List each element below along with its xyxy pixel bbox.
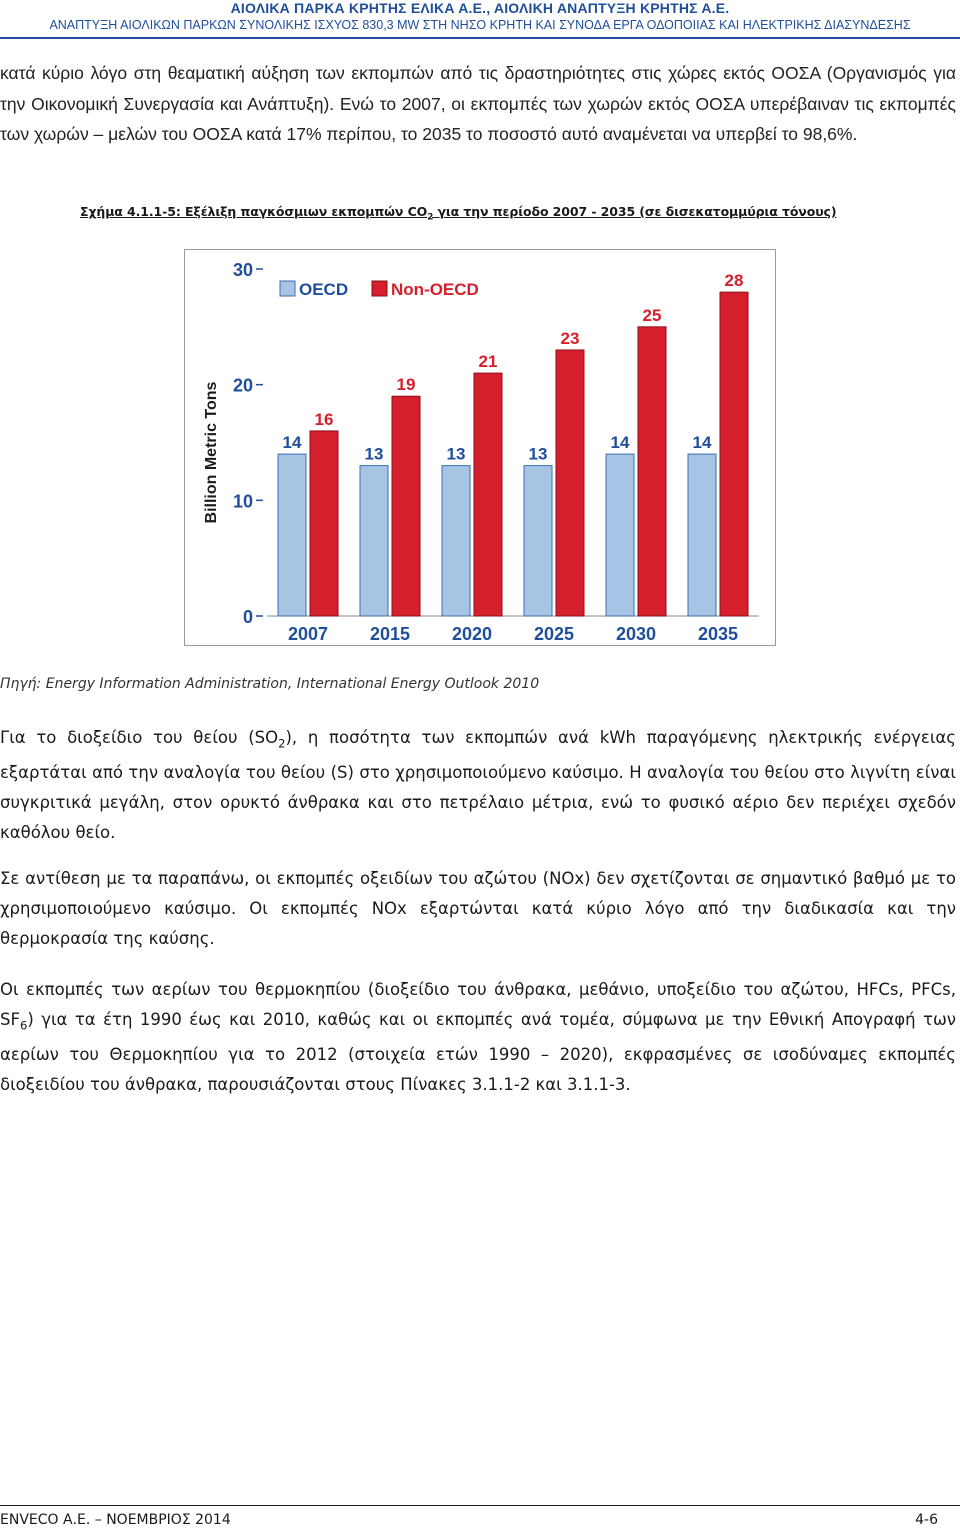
non-oecd-bar — [638, 327, 666, 616]
x-tick-label: 2015 — [369, 624, 411, 644]
non-oecd-bar — [392, 396, 420, 616]
document-header-title: ΑΙΟΛΙΚΑ ΠΑΡΚΑ ΚΡΗΤΗΣ ΕΛΙΚΑ Α.Ε., ΑΙΟΛΙΚΗ ΑΝΑΠΤΥΞΗ ΚΡΗΤΗΣ Α.Ε. — [230, 0, 730, 16]
legend-swatch-oecd — [280, 281, 295, 296]
paragraph-ghg — [0, 975, 956, 1100]
caption-subscript: 2 — [427, 212, 434, 223]
x-tick-label: 2020 — [451, 624, 493, 644]
oecd-bar — [442, 466, 470, 616]
oecd-value-label: 13 — [364, 444, 384, 464]
non-oecd-value-label: 19 — [396, 375, 416, 395]
intro-paragraph: κατά κύριο λόγο στη θεαματική αύξηση των εκπομπών από τις δραστηριότητες στις χώρες εκτός ΟΟΣΑ (Οργανισμός για την Οικονομική Συνεργασία και Ανάπτυξη). Ενώ το 2007, οι εκπομπές των χωρών εκτός ΟΟΣΑ υπερέβαιναν τις εκπομπές των χωρών – μελών του ΟΟΣΑ κατά 17% περίπου, το 2035 το ποσοστό αυτό αναμένεται να υπερβεί το 98,6%. — [0, 63, 956, 144]
y-tick-label: 0 — [242, 607, 253, 627]
oecd-bar — [524, 466, 552, 616]
x-tick-label: 2025 — [533, 624, 575, 644]
paragraph-so2 — [0, 723, 956, 848]
x-tick-label: 2035 — [697, 624, 739, 644]
oecd-value-label: 13 — [446, 444, 466, 464]
x-tick-label: 2007 — [287, 624, 329, 644]
paragraph-nox: Σε αντίθεση με τα παραπάνω, οι εκπομπές οξειδίων του αζώτου (NOx) δεν σχετίζονται σε σημαντικό βαθμό με το χρησιμοποιούμενο καύσιμο. Οι εκπομπές NOx εξαρτώνται κατά κύριο λόγο από την διαδικασία και την θερμοκρασία της καύσης. — [0, 869, 956, 948]
y-tick-label: 20 — [232, 375, 253, 396]
y-tick-label: 30 — [232, 260, 253, 280]
document-header-subtitle: ΑΝΑΠΤΥΞΗ ΑΙΟΛΙΚΩΝ ΠΑΡΚΩΝ ΣΥΝΟΛΙΚΗΣ ΙΣΧΥΟΣ 830,3 MW ΣΤΗ ΝΗΣΟ ΚΡΗΤΗ ΚΑΙ ΣΥΝΟΔΑ ΕΡΓΑ ΟΔΟΠΟΙΙΑΣ ΚΑΙ ΗΛΕΚΤΡΙΚΗΣ ΔΙΑΣΥΝΔΕΣΗΣ — [49, 18, 911, 32]
non-oecd-value-label: 25 — [642, 305, 662, 325]
non-oecd-value-label: 23 — [560, 328, 580, 348]
so2-subscript: 2 — [278, 736, 286, 751]
footer-company-date: ENVECO Α.Ε. – ΝΟΕΜΒΡΙΟΣ 2014 — [0, 1512, 231, 1528]
legend-label-non-oecd: Non-OECD — [391, 280, 479, 299]
paragraph-so2-rest: ), η ποσότητα των εκπομπών ανά kWh παραγόμενης ηλεκτρικής ενέργειας εξαρτάται από την αναλογία του θείου (S) στο χρησιμοποιούμενο καύσιμο. Η αναλογία του θείου στο λιγνίτη είναι συγκριτικά μεγάλη, στον ορυκτό άνθρακα και στο πετρέλαιο μέτρια, ενώ το φυσικό αέριο δεν περιέχει σχεδόν καθόλου θείο. — [0, 728, 956, 843]
y-tick-label: 10 — [232, 491, 253, 512]
non-oecd-value-label: 28 — [724, 271, 744, 291]
non-oecd-bar — [310, 431, 338, 616]
oecd-bar — [606, 454, 634, 616]
chart-canvas — [185, 250, 774, 644]
non-oecd-value-label: 21 — [478, 352, 498, 372]
header-divider — [0, 37, 960, 39]
paragraph-ghg-start: Οι εκπομπές των αερίων του θερμοκηπίου (διοξείδιο του άνθρακα, μεθάνιο, υποξείδιο του αζώτου, HFCs, PFCs, SF — [0, 980, 956, 1029]
emissions-chart — [184, 249, 776, 646]
non-oecd-bar — [720, 292, 748, 616]
oecd-value-label: 13 — [528, 444, 548, 464]
oecd-value-label: 14 — [282, 433, 302, 453]
caption-suffix: για την περίοδο 2007 - 2035 (σε δισεκατομμύρια τόνους) — [433, 204, 837, 219]
x-tick-label: 2030 — [615, 624, 657, 644]
non-oecd-value-label: 16 — [314, 409, 334, 429]
sf6-subscript: 6 — [19, 1018, 28, 1033]
footer-page-number: 4-6 — [915, 1512, 938, 1528]
oecd-value-label: 14 — [610, 433, 630, 453]
figure-caption — [80, 204, 900, 223]
footer-divider — [0, 1505, 960, 1506]
legend-swatch-non-oecd — [372, 281, 387, 296]
caption-prefix: Σχήμα 4.1.1-5: Εξέλιξη παγκόσμιων εκπομπών CO — [80, 204, 428, 219]
paragraph-ghg-rest: ) για τα έτη 1990 έως και 2010, καθώς και οι εκπομπές ανά τομέα, σύμφωνα με την Εθνική Απογραφή των αερίων του Θερμοκηπίου για το 2012 (στοιχεία ετών 1990 – 2020), εκφρασμένες σε ισοδύναμες εκπομπές διοξειδίου του άνθρακα, παρουσιάζονται στους Πίνακες 3.1.1-2 και 3.1.1-3. — [0, 1010, 956, 1095]
oecd-bar — [688, 454, 716, 616]
non-oecd-bar — [556, 350, 584, 616]
oecd-bar — [278, 454, 306, 616]
oecd-bar — [360, 466, 388, 616]
y-axis-label: Billion Metric Tons — [203, 381, 220, 524]
non-oecd-bar — [474, 373, 502, 616]
oecd-value-label: 14 — [692, 433, 712, 453]
paragraph-so2-start: Για το διοξείδιο του θείου (SO — [0, 728, 279, 747]
legend-label-oecd: OECD — [299, 280, 349, 299]
figure-source: Πηγή: Energy Information Administration, International Energy Outlook 2010 — [0, 676, 540, 692]
